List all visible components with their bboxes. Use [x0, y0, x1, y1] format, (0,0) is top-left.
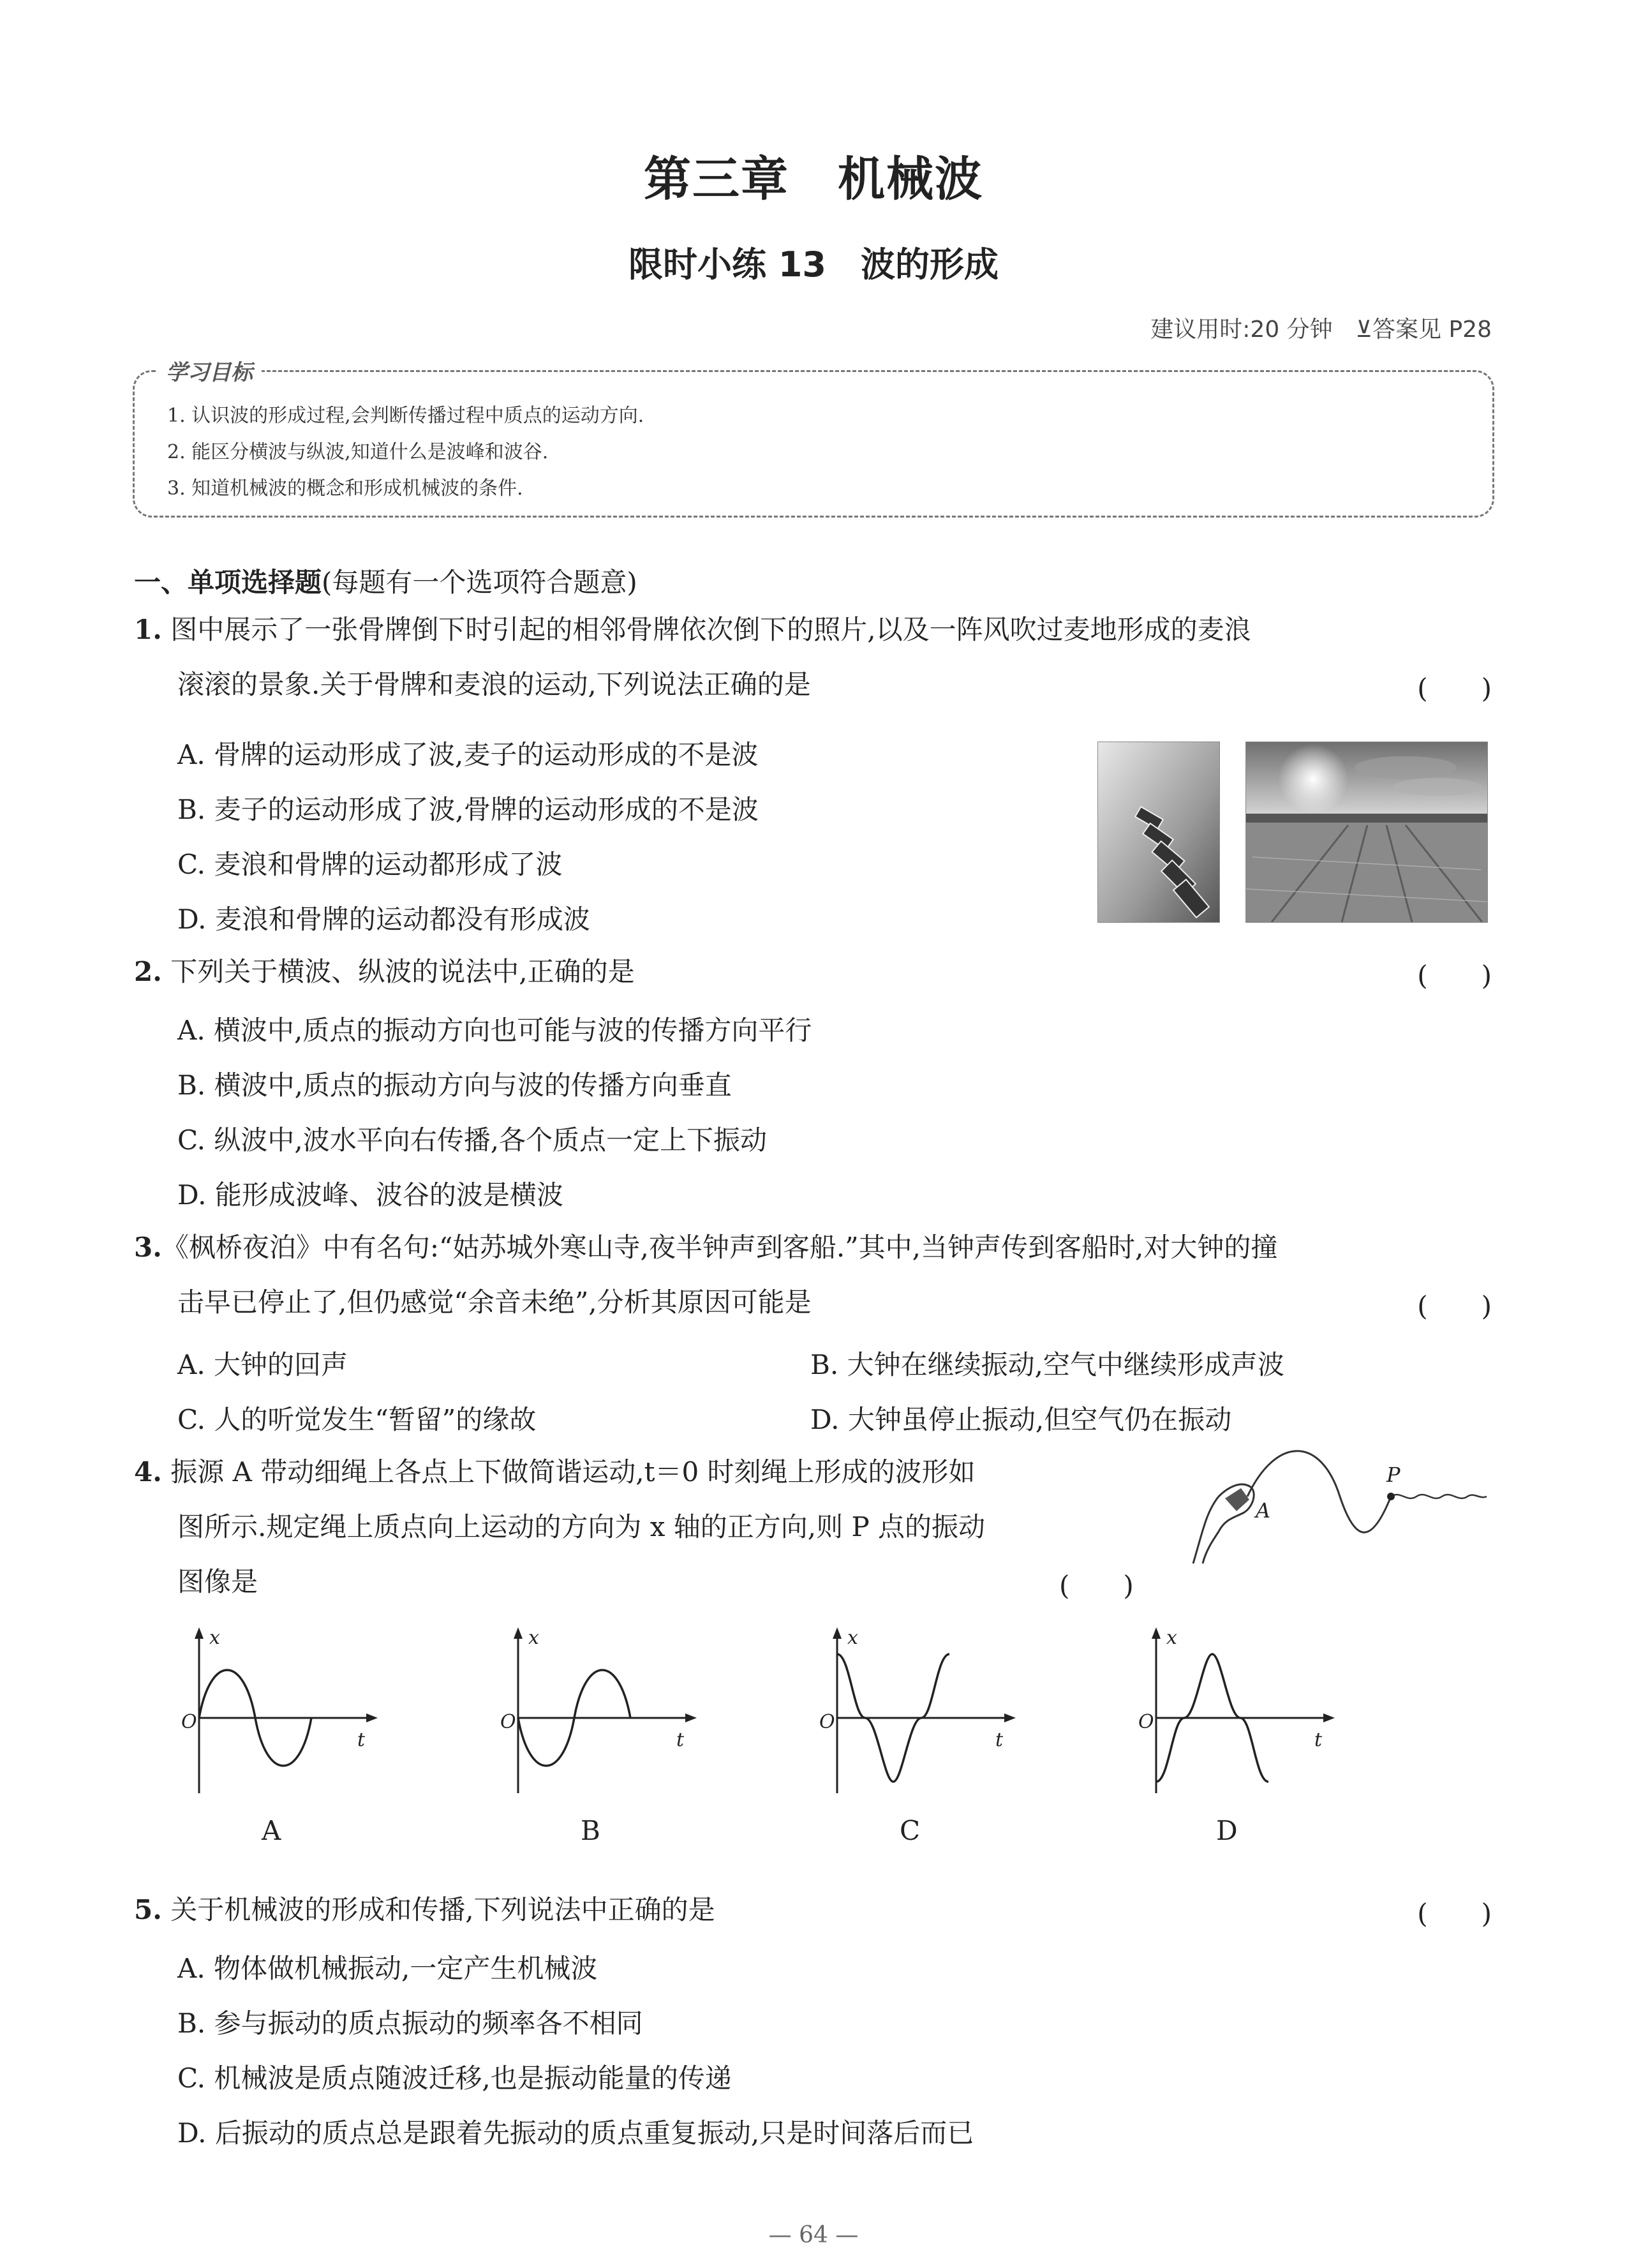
- option-b: B. 横波中,质点的振动方向与波的传播方向垂直: [177, 1070, 732, 1101]
- option-d: D. 能形成波峰、波谷的波是横波: [177, 1179, 563, 1211]
- y-axis-label: x: [528, 1627, 539, 1649]
- y-axis-label: x: [209, 1627, 220, 1649]
- section-subtitle: 限时小练 13 波的形成: [628, 244, 999, 285]
- graph-a[interactable]: [172, 1621, 389, 1815]
- section-title-text: 一、单项选择题: [134, 567, 322, 598]
- answer-blank[interactable]: ( ): [1059, 1570, 1134, 1601]
- answer-blank[interactable]: ( ): [1417, 1290, 1492, 1322]
- origin-label: O: [500, 1711, 516, 1733]
- rope-wave-figure: [1180, 1436, 1493, 1576]
- section-note: (每题有一个选项符合题意): [322, 567, 637, 598]
- graph-c[interactable]: [810, 1621, 1027, 1815]
- question-text: 《枫桥夜泊》中有名句:“姑苏城外寒山寺,夜半钟声到客船.”其中,当钟声传到客船时,对大钟的撞: [161, 1232, 1278, 1263]
- answer-blank[interactable]: ( ): [1417, 673, 1492, 704]
- question-2: [134, 955, 635, 989]
- source-label: A: [1256, 1498, 1271, 1523]
- option-a: A. 骨牌的运动形成了波,麦子的运动形成的不是波: [177, 739, 759, 770]
- graph-b[interactable]: [491, 1621, 708, 1815]
- question-number: 5.: [134, 1894, 162, 1925]
- graph-caption: B: [581, 1815, 600, 1846]
- question-text: 滚滚的景象.关于骨牌和麦浪的运动,下列说法正确的是: [177, 669, 811, 700]
- option-d: D. 后振动的质点总是跟着先振动的质点重复振动,只是时间落后而已: [177, 2117, 974, 2149]
- option-b: B. 麦子的运动形成了波,骨牌的运动形成的不是波: [177, 794, 759, 825]
- option-a: A. 物体做机械振动,一定产生机械波: [177, 1953, 598, 1984]
- graph-caption: C: [900, 1815, 921, 1846]
- wheat-field-photo: [1245, 742, 1488, 923]
- question-text: 图所示.规定绳上质点向上运动的方向为 x 轴的正方向,则 P 点的振动: [177, 1511, 986, 1542]
- option-c: C. 机械波是质点随波迁移,也是振动能量的传递: [177, 2063, 732, 2094]
- option-c: C. 纵波中,波水平向右传播,各个质点一定上下振动: [177, 1124, 768, 1156]
- x-axis-label: t: [1314, 1729, 1323, 1751]
- question-text: 振源 A 带动细绳上各点上下做简谐运动,t＝0 时刻绳上形成的波形如: [170, 1456, 976, 1488]
- question-3: [134, 1230, 1277, 1265]
- y-axis-label: x: [1166, 1627, 1177, 1649]
- graph-d[interactable]: [1129, 1621, 1346, 1815]
- option-d: D. 大钟虽停止振动,但空气仍在振动: [810, 1404, 1232, 1435]
- option-b: B. 参与振动的质点振动的频率各不相同: [177, 2008, 643, 2039]
- question-number: 3.: [134, 1232, 162, 1263]
- origin-label: O: [181, 1711, 197, 1733]
- question-text: 下列关于横波、纵波的说法中,正确的是: [170, 956, 635, 987]
- goal-item: 1. 认识波的形成过程,会判断传播过程中质点的运动方向.: [167, 405, 644, 427]
- answer-blank[interactable]: ( ): [1417, 1898, 1492, 1929]
- point-label: P: [1386, 1463, 1400, 1487]
- question-4: [134, 1455, 976, 1489]
- option-d: D. 麦浪和骨牌的运动都没有形成波: [177, 904, 590, 935]
- question-number: 4.: [134, 1456, 162, 1488]
- question-1: [134, 613, 1251, 647]
- option-c: C. 麦浪和骨牌的运动都形成了波: [177, 849, 563, 880]
- question-text: 图像是: [177, 1566, 258, 1597]
- question-5: [134, 1893, 715, 1927]
- graph-caption: D: [1216, 1815, 1238, 1846]
- option-b: B. 大钟在继续振动,空气中继续形成声波: [810, 1349, 1284, 1380]
- x-axis-label: t: [995, 1729, 1004, 1751]
- question-number: 2.: [134, 956, 162, 987]
- time-hint: 建议用时:20 分钟 ⊻答案见 P28: [1150, 317, 1492, 343]
- domino-photo: [1097, 742, 1220, 923]
- question-text: 关于机械波的形成和传播,下列说法中正确的是: [170, 1894, 715, 1925]
- option-a: A. 横波中,质点的振动方向也可能与波的传播方向平行: [177, 1015, 812, 1046]
- origin-label: O: [819, 1711, 835, 1733]
- x-axis-label: t: [357, 1729, 366, 1751]
- question-text: 击早已停止了,但仍感觉“余音未绝”,分析其原因可能是: [177, 1287, 812, 1318]
- learning-goals-title: 学习目标: [157, 355, 262, 386]
- x-axis-label: t: [676, 1729, 685, 1751]
- question-text: 图中展示了一张骨牌倒下时引起的相邻骨牌依次倒下的照片,以及一阵风吹过麦地形成的麦浪: [170, 614, 1251, 645]
- graph-caption: A: [262, 1815, 281, 1846]
- answer-blank[interactable]: ( ): [1417, 960, 1492, 991]
- section-title: [134, 562, 637, 600]
- origin-label: O: [1138, 1711, 1154, 1733]
- page-number: — 64 —: [768, 2222, 859, 2248]
- goal-item: 3. 知道机械波的概念和形成机械波的条件.: [167, 477, 523, 500]
- chapter-title: 第三章 机械波: [644, 152, 983, 207]
- goal-item: 2. 能区分横波与纵波,知道什么是波峰和波谷.: [167, 441, 549, 463]
- option-c: C. 人的听觉发生“暂留”的缘故: [177, 1404, 537, 1435]
- question-number: 1.: [134, 614, 162, 645]
- y-axis-label: x: [847, 1627, 858, 1649]
- option-a: A. 大钟的回声: [177, 1349, 348, 1380]
